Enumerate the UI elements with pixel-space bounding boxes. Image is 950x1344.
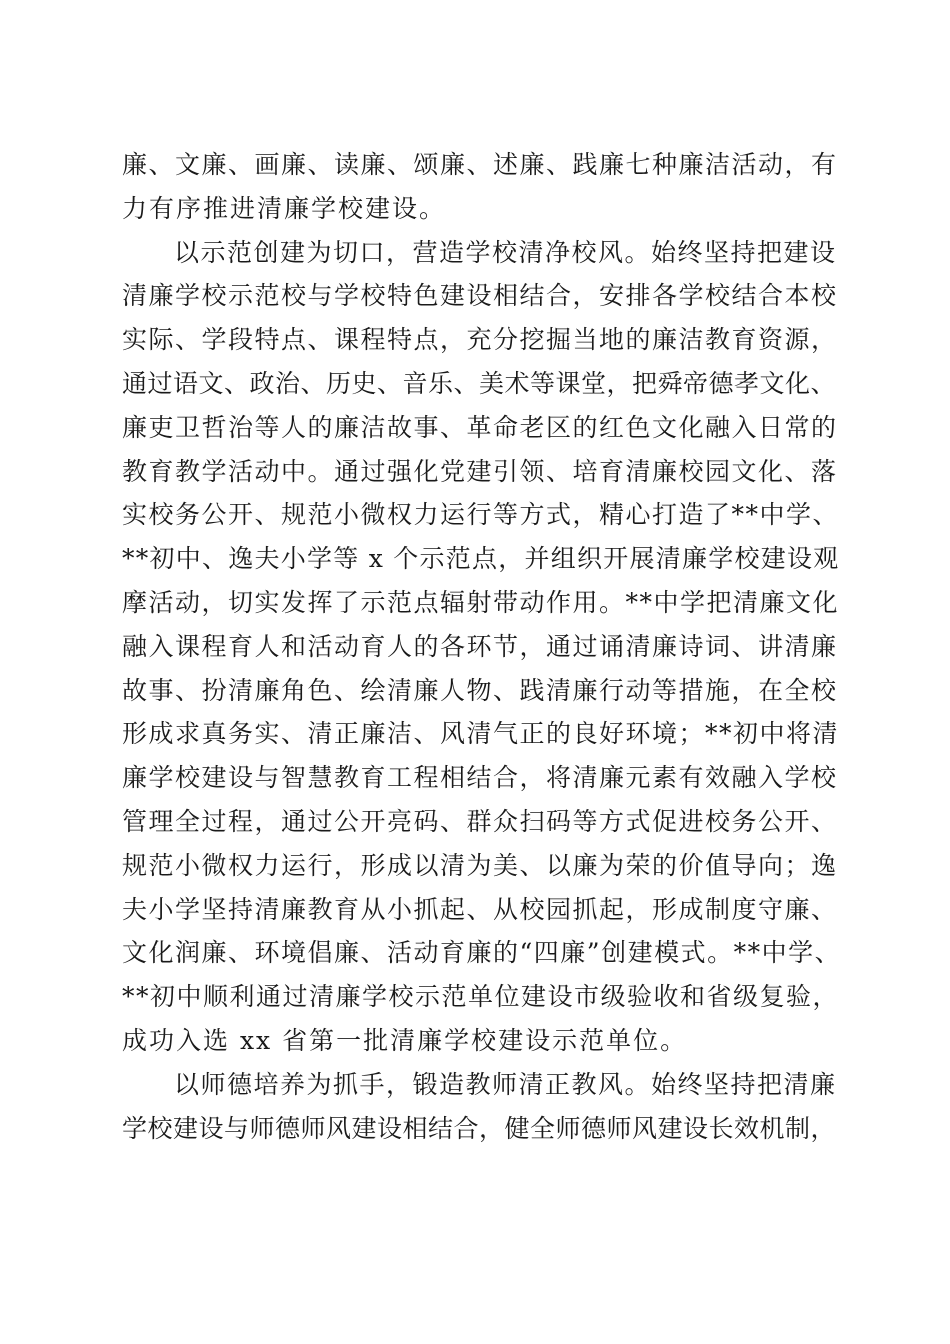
text-line: 规范小微权力运行，形成以清为美、以廉为荣的价值导向；逸 — [122, 850, 838, 880]
text-line: 廉、文廉、画廉、读廉、颂廉、述廉、践廉七种廉洁活动，有 — [122, 150, 838, 179]
text-line: 以师德培养为抓手，锻造教师清正教风。始终坚持把清廉 — [174, 1069, 837, 1099]
text-line: 夫小学坚持清廉教育从小抓起、从校园抓起，形成制度守廉、 — [122, 894, 838, 924]
text-line: 教育教学活动中。通过强化党建引领、培育清廉校园文化、落 — [122, 456, 838, 486]
text-line: **初中、逸夫小学等 x 个示范点，并组织开展清廉学校建设观 — [122, 544, 840, 574]
text-line: **初中顺利通过清廉学校示范单位建设市级验收和省级复验， — [122, 982, 840, 1012]
text-line: 管理全过程，通过公开亮码、群众扫码等方式促进校务公开、 — [122, 806, 838, 836]
text-line: 通过语文、政治、历史、音乐、美术等课堂，把舜帝德孝文化、 — [122, 368, 837, 398]
text-line: 摩活动，切实发挥了示范点辐射带动作用。**中学把清廉文化 — [122, 587, 840, 617]
text-line: 以示范创建为切口，营造学校清净校风。始终坚持把建设 — [174, 237, 837, 267]
text-line: 力有序推进清廉学校建设。 — [122, 193, 447, 223]
text-line: 形成求真务实、清正廉洁、风清气正的良好环境；**初中将清 — [122, 719, 840, 749]
text-line: 文化润廉、环境倡廉、活动育廉的“四廉”创建模式。**中学、 — [122, 938, 842, 968]
document-body — [122, 143, 842, 1150]
text-line: 学校建设与师德师风建设相结合，健全师德师风建设长效机制， — [122, 1113, 837, 1143]
text-line: 成功入选 xx 省第一批清廉学校建设示范单位。 — [122, 1025, 688, 1055]
text-line: 廉吏卫哲治等人的廉洁故事、革命老区的红色文化融入日常的 — [122, 412, 838, 442]
text-line: 故事、扮清廉角色、绘清廉人物、践清廉行动等措施，在全校 — [122, 675, 838, 705]
text-line: 廉学校建设与智慧教育工程相结合，将清廉元素有效融入学校 — [122, 763, 838, 793]
text-line: 实际、学段特点、课程特点，充分挖掘当地的廉洁教育资源， — [122, 325, 838, 355]
text-line: 融入课程育人和活动育人的各环节，通过诵清廉诗词、讲清廉 — [122, 631, 838, 661]
text-line: 实校务公开、规范小微权力运行等方式，精心打造了**中学、 — [122, 500, 840, 530]
text-line: 清廉学校示范校与学校特色建设相结合，安排各学校结合本校 — [122, 281, 838, 311]
